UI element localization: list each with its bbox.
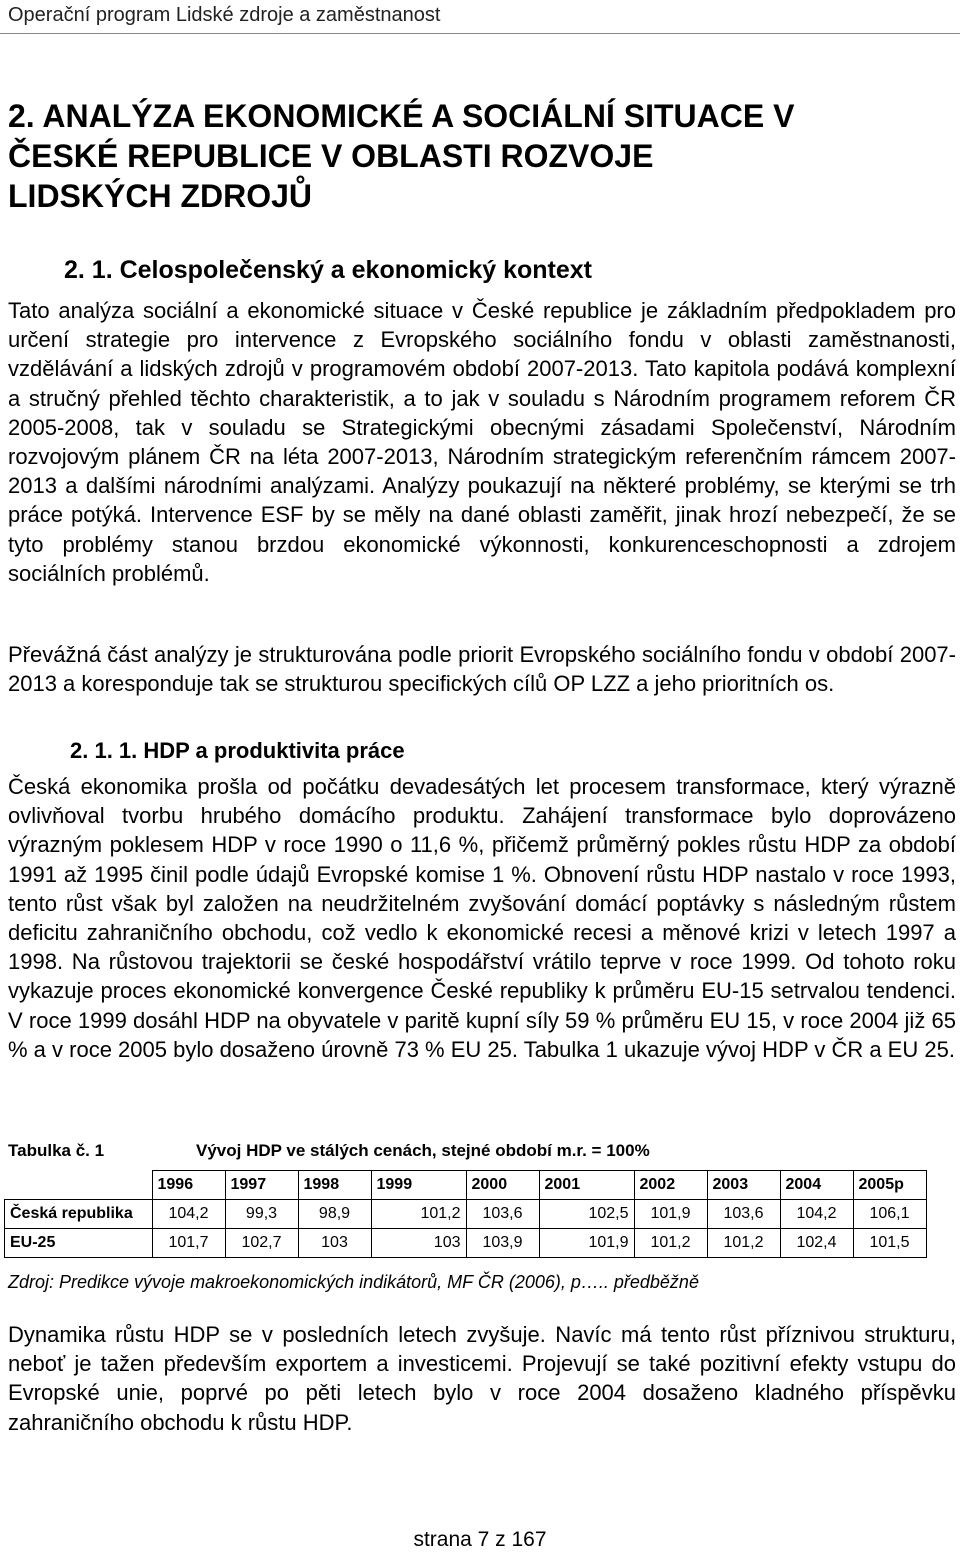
table-cell: 103	[371, 1229, 466, 1258]
page-number: strana 7 z 167	[413, 1528, 547, 1551]
table-source-note: Zdroj: Predikce vývoje makroekonomických indikátorů, MF ČR (2006), p….. předběžně	[8, 1272, 699, 1292]
table-cell: 101,9	[539, 1229, 634, 1258]
year-header: 2002	[634, 1171, 707, 1200]
year-header: 2005p	[853, 1171, 926, 1200]
table-cell: 103,9	[466, 1229, 539, 1258]
running-header: Operační program Lidské zdroje a zaměstnanost	[8, 4, 441, 26]
table-cell: 103,6	[707, 1200, 780, 1229]
subsection-title: 2. 1. 1. HDP a produktivita práce	[70, 738, 405, 763]
row-label: Česká republika	[5, 1200, 153, 1229]
year-header: 1999	[371, 1171, 466, 1200]
table-cell: 101,7	[152, 1229, 225, 1258]
table-cell: 98,9	[298, 1200, 371, 1229]
table-label: Tabulka č. 1	[8, 1141, 105, 1160]
table-cell: 103	[298, 1229, 371, 1258]
table-cell: 101,2	[371, 1200, 466, 1229]
table-cell: 103,6	[466, 1200, 539, 1229]
paragraph-dynamics: Dynamika růstu HDP se v posledních letech zvyšuje. Navíc má tento růst příznivou strukturu, neboť je tažen především exportem a investicemi. Projevují se také pozitivní efekty vstupu do Evropské unie, poprvé po pěti letech bylo v roce 2004 dosaženo kladného příspěvku zahraničního obchodu k růstu HDP.	[8, 1322, 956, 1435]
year-header: 1998	[298, 1171, 371, 1200]
table-cell: 104,2	[152, 1200, 225, 1229]
table-cell: 99,3	[225, 1200, 298, 1229]
table-cell: 102,7	[225, 1229, 298, 1258]
chapter-title-line: 2. ANALÝZA EKONOMICKÉ A SOCIÁLNÍ SITUACE V	[8, 98, 795, 134]
chapter-title-line: LIDSKÝCH ZDROJŮ	[8, 178, 313, 214]
table-header-row	[5, 1171, 927, 1200]
header-divider	[0, 33, 960, 34]
table-row	[5, 1200, 927, 1229]
chapter-title	[8, 96, 948, 216]
paragraph-structure: Převážná část analýzy je strukturována podle priorit Evropského sociálního fondu v období 2007-2013 a koresponduje tak se strukturou specifických cílů OP LZZ a jeho prioritních os.	[8, 642, 956, 697]
table-cell: 101,2	[707, 1229, 780, 1258]
chapter-title-line: ČESKÉ REPUBLICE V OBLASTI ROZVOJE	[8, 138, 654, 174]
table-cell: 102,5	[539, 1200, 634, 1229]
table-cell: 106,1	[853, 1200, 926, 1229]
paragraph-gdp: Česká ekonomika prošla od počátku devadesátých let procesem transformace, který výrazně ovlivňoval tvorbu hrubého domácího produktu. Zahájení transformace bylo doprovázeno výrazným poklesem HDP v roce 1990 o 11,6 %, přičemž průměrný pokles růstu HDP za období 1991 až 1995 činil podle údajů Evropské komise 1 %. Obnovení růstu HDP nastalo v roce 1993, tento růst však byl založen na neudržitelném zvyšování domácí poptávky s následným růstem deficitu zahraničního obchodu, což vedlo k ekonomické recesi a měnové krizi v letech 1997 a 1998. Na růstovou trajektorii se české hospodářství vrátilo teprve v roce 1999. Od tohoto roku vykazuje proces ekonomické konvergence České republiky k průměru EU-15 setrvalou tendenci. V roce 1999 dosáhl HDP na obyvatele v paritě kupní síly 59 % průměru EU 15, v roce 2004 již 65 % a v roce 2005 bylo dosaženo úrovně 73 % EU 25. Tabulka 1 ukazuje vývoj HDP v ČR a EU 25.	[8, 774, 956, 1062]
year-header: 2003	[707, 1171, 780, 1200]
year-header: 2000	[466, 1171, 539, 1200]
table-cell: 104,2	[780, 1200, 853, 1229]
table-cell: 101,5	[853, 1229, 926, 1258]
paragraph-intro: Tato analýza sociální a ekonomické situace v České republice je základním předpokladem pro určení strategie pro intervence z Evropského sociálního fondu v oblasti zaměstnanosti, vzdělávání a lidských zdrojů v programovém období 2007-2013. Tato kapitola podává komplexní a stručný přehled těchto charakteristik, a to jak v souladu s Národním programem reforem ČR 2005-2008, tak v souladu se Strategickými obecnými zásadami Společenství, Národním rozvojovým plánem ČR na léta 2007-2013, Národním strategickým referenčním rámcem 2007-2013 a dalšími národními analýzami. Analýzy poukazují na některé problémy, se kterými se trh práce potýká. Intervence ESF by se měly na dané oblasti zaměřit, jinak hrozí nebezpečí, že se tyto problémy stanou brzdou ekonomické výkonnosti, konkurenceschopnosti a zdrojem sociálních problémů.	[8, 298, 956, 586]
year-header: 2004	[780, 1171, 853, 1200]
year-header: 2001	[539, 1171, 634, 1200]
table-corner-cell	[5, 1171, 153, 1200]
row-label: EU-25	[5, 1229, 153, 1258]
table-cell: 101,2	[634, 1229, 707, 1258]
table-caption: Vývoj HDP ve stálých cenách, stejné období m.r. = 100%	[196, 1141, 650, 1160]
section-title: 2. 1. Celospolečenský a ekonomický kontext	[64, 256, 593, 284]
year-header: 1996	[152, 1171, 225, 1200]
table-cell: 102,4	[780, 1229, 853, 1258]
year-header: 1997	[225, 1171, 298, 1200]
table-row	[5, 1229, 927, 1258]
table-cell: 101,9	[634, 1200, 707, 1229]
gdp-table	[4, 1170, 927, 1258]
